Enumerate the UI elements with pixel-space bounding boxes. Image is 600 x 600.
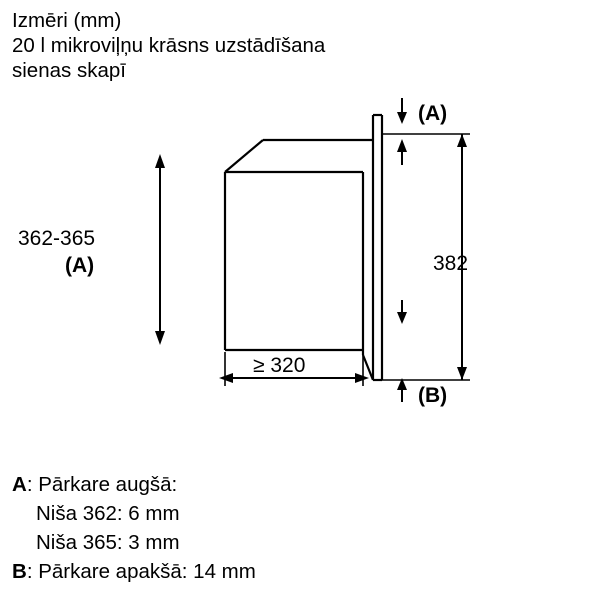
- legend-key-a: A: [12, 473, 27, 496]
- dimension-bottom-b: [397, 300, 407, 402]
- arrow-b-upper-head: [397, 312, 407, 324]
- diagram-svg: [0, 90, 600, 440]
- dim-niche-head-bottom: [155, 331, 165, 345]
- label-width: ≥ 320: [253, 354, 306, 377]
- legend-row-a-sub1: Niša 362: 6 mm: [36, 502, 180, 525]
- legend-row-a: [12, 470, 588, 499]
- title-line-2: 20 l mikroviļņu krāsns uzstādīšana: [12, 34, 326, 57]
- legend-row-b: [12, 557, 588, 586]
- legend: [12, 470, 588, 586]
- title-line-1: Izmēri (mm): [12, 9, 122, 32]
- arrow-a-second-head: [397, 139, 407, 152]
- label-382: 382: [433, 252, 469, 275]
- legend-text-b: : Pārkare apakšā: 14 mm: [26, 560, 256, 583]
- arrow-a-top-head: [397, 112, 407, 124]
- dim-width-head-right: [355, 373, 369, 383]
- dim-width-head-left: [219, 373, 233, 383]
- label-top-a: (A): [418, 102, 448, 125]
- dim-382-head-top: [457, 134, 467, 147]
- dimension-niche-height: [155, 154, 165, 345]
- dimension-diagram: [0, 90, 600, 440]
- title-line-3: sienas skapī: [12, 59, 126, 82]
- perspective-bottom-right: [363, 355, 373, 380]
- perspective-top-left: [225, 140, 263, 172]
- dimension-top-a: [382, 98, 420, 165]
- dim-niche-head-top: [155, 154, 165, 168]
- appliance-outline: [225, 115, 382, 380]
- dim-382-head-bottom: [457, 367, 467, 380]
- label-niche-height-marker: (A): [65, 254, 95, 277]
- label-bottom-b: (B): [418, 384, 448, 407]
- legend-key-b: B: [12, 560, 27, 583]
- legend-text-a: : Pārkare augšā:: [26, 473, 178, 496]
- page-title: [12, 8, 572, 83]
- label-niche-height: 362-365: [18, 227, 96, 250]
- legend-row-a-sub2: Niša 365: 3 mm: [36, 531, 180, 554]
